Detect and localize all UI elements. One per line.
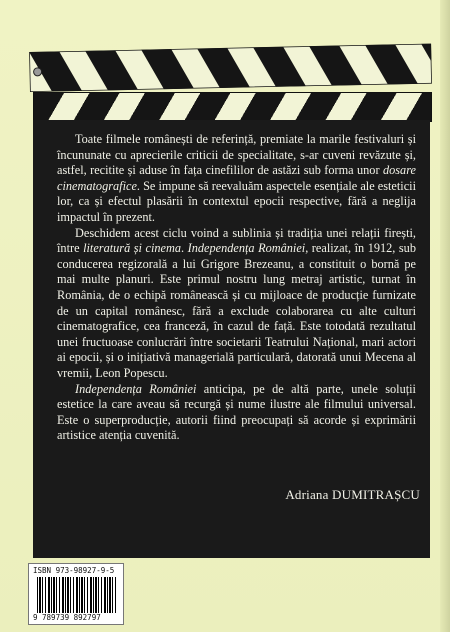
paragraph-1-text-a: Toate filmele românești de referință, premiate la marile festivaluri și încununate cu aprecierile criticii de specialitate, s-ar cuveni revăzute și, astfel, recitite și aduse în fața cinefililor de astăzi sub forma unor — [57, 132, 416, 178]
clapper-stripe-bar — [33, 92, 432, 122]
barcode-number: 9 789739 892797 — [33, 613, 101, 622]
isbn-barcode-box — [28, 563, 124, 625]
paragraph-1-text-b: . Se impune să reevaluăm aspectele esențiale ale esteticii lor, ca și efectul plasării în contextul epocii respective, fără a neglija impactul în prezent. — [57, 178, 416, 224]
isbn-label: ISBN 973-98927-9-5 — [33, 566, 115, 575]
paragraph-1-italic: dosare cinematografice — [57, 163, 416, 193]
barcode-icon — [37, 577, 117, 613]
clapper-stick-illustration — [29, 44, 432, 92]
book-spine-edge — [440, 0, 450, 632]
paragraph-2-italic-a: literatură și cinema — [83, 241, 181, 256]
paragraph-2 — [57, 226, 416, 382]
paragraph-3 — [57, 382, 416, 444]
paragraph-2-italic-b: Independența României — [187, 241, 306, 256]
paragraph-3-text: anticipa, pe de altă parte, unele soluții estetice la care aveau să recurgă și nume ilustre ale filmului universal. Este o superproducție, autorii fiind preocupați să acorde și exprimării artistice atenția cuvenită. — [57, 381, 416, 443]
paragraph-2-text-b: . — [181, 241, 188, 256]
paragraph-2-text-a: Deschidem acest ciclu voind a sublinia și tradiția unei relații firești, între — [57, 225, 416, 256]
paragraph-1 — [57, 132, 416, 226]
author-signature: Adriana DUMITRAȘCU — [285, 487, 420, 502]
paragraph-3-italic: Independența României — [75, 381, 197, 396]
paragraph-2-text-c: , realizat, în 1912, sub conducerea regizorală a lui Grigore Brezeanu, a constituit o bornă pe mai multe planuri. Este primul nostru lung metraj artistic, turnat în România, de o echipă românească și cu mijloace de producție furnizate de un capital românesc, fără a exclude colaborarea cu alte culturi cinematografice, cea franceză, în cazul de față. Este totodată rezultatul unei fructuoase conlucrări între societarii Teatrului Național, mari actori ai epocii, și o inițiativă managerială particulară, datorată unui Mecena al vremii, Leon Popescu. — [57, 241, 416, 380]
